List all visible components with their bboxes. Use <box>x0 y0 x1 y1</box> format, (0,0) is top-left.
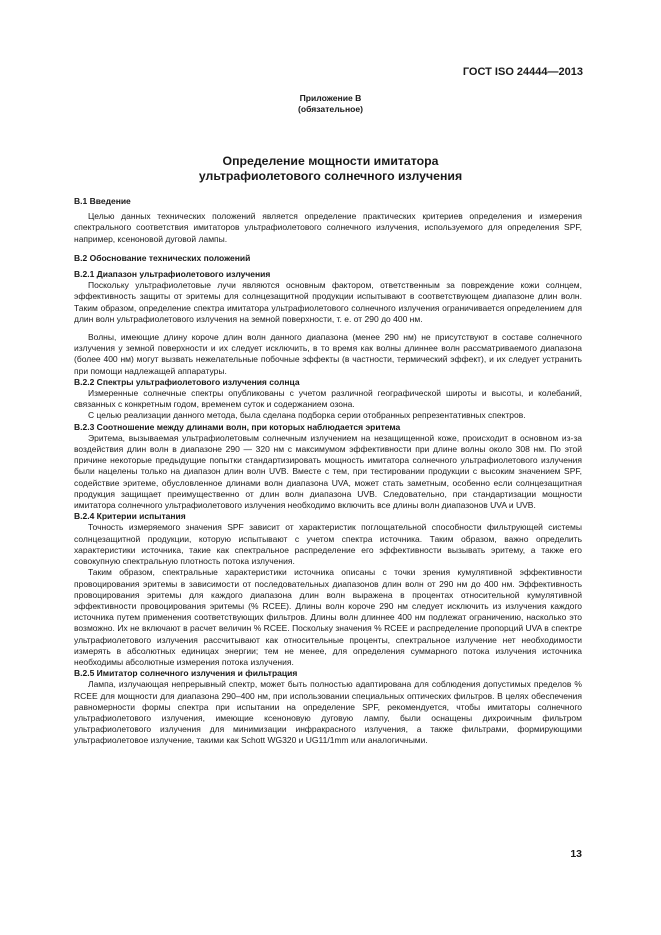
section-heading-b21: В.2.1 Диапазон ультрафиолетового излучения <box>74 269 271 280</box>
paragraph: Измеренные солнечные спектры опубликованы с учетом различной географической широты и высоты, и колебаний, связанных с конкретным годом, временем суток и содержанием озона. <box>74 388 582 410</box>
paragraph: Волны, имеющие длину короче длин волн данного диапазона (менее 290 нм) не присутствуют в составе солнечного излучения у земной поверхности и их следует исключить, в то время как волны длиннее волн рассматриваемого диапазона (более 400 нм) могут вызвать нежелательные побочные эффекты (в частности, термический эффект), и их следует устранить при помощи надлежащей аппаратуры. <box>74 332 582 376</box>
paragraph: Поскольку ультрафиолетовые лучи являются основным фактором, ответственным за повреждение кожи солнцем, эффективность защиты от эритемы для солнцезащитной продукции испытывают в соответствующем диапазоне длин волн. Таким образом, определение спектра имитатора ультрафиолетового солнечного излучения ограничивается определением для длин волн ультрафиолетового излучения на земной поверхности, т. е. от 290 до 400 нм. <box>74 280 582 324</box>
page-title <box>0 154 661 184</box>
title-line-1: Определение мощности имитатора <box>222 154 439 168</box>
section-heading-b2: В.2 Обоснование технических положений <box>74 252 251 263</box>
page-number: 13 <box>570 848 582 860</box>
standard-number: ГОСТ ISO 24444—2013 <box>462 66 583 78</box>
paragraph: Эритема, вызываемая ультрафиолетовым солнечным излучением на незащищенной коже, происходит в основном из-за воздействия длин волн в диапазоне 290 — 320 нм с максимумом эффективности при длине волны около 308 нм. По этой причине некоторые предыдущие попытки стандартизировать мощность имитатора солнечного ультрафиолетового излучения были нацелены только на диапазон длин волн UVB. Вместе с тем, при тестировании продукции с высоким значением SPF, содействие эритеме, обусловленное длинами волн диапазона UVA, может стать заметным, особенно если солнцезащитная продукция защищает преимущественно от длин волн диапазона UVB. Следовательно, при стандартизации мощности имитатора солнечного ультрафиолетового излучения необходимо включить все длины волн диапазонов UVA и UVB. <box>74 432 582 511</box>
section-heading-b23: В.2.3 Соотношение между длинами волн, при которых наблюдается эритема <box>74 421 401 432</box>
section-heading-b1: В.1 Введение <box>74 196 131 206</box>
appendix-status: (обязательное) <box>297 104 364 114</box>
document-body <box>74 196 582 747</box>
title-line-2: ультрафиолетового солнечного излучения <box>198 169 463 183</box>
paragraph: Таким образом, спектральные характеристики источника описаны с точки зрения кумулятивной эффективности провоцирования эритемы в зависимости от последовательных диапазонов длин волн от 290 нм до 400 нм. Эффективность провоцирования эритемы для каждого диапазона длин волн выражена в процентах относительной кумулятивной эффективности провоцирования эритемы (% RCEE). Длины волн короче 290 нм следует исключить из излучения каждого источника путем применения соответствующих фильтров. Длины волн длиннее 400 нм подлежат ограничению, насколько это возможно. Их не включают в расчет величин % RCEE. Поскольку значения % RCEE и распределение пропорций UVA в спектре ультрафиолетового излучения рассчитывают как относительные проценты, спектральное излучение нет необходимости измерять в абсолютных единицах энергии; тем не менее, для определения суммарного потока излучения источника необходимы абсолютные измерения потока излучения. <box>74 567 582 667</box>
section-heading-b25: В.2.5 Имитатор солнечного излучения и фильтрация <box>74 668 298 679</box>
appendix-heading <box>0 93 661 115</box>
section-heading-b22: В.2.2 Спектры ультрафиолетового излучения солнца <box>74 376 300 387</box>
appendix-label: Приложение В <box>299 93 362 103</box>
paragraph: Целью данных технических положений является определение практических критериев определения и измерения спектрального соответствия имитаторов ультрафиолетового солнечного излучения, используемого для определения SPF, например, ксеноновой дуговой лампы. <box>74 211 582 244</box>
paragraph: Лампа, излучающая непрерывный спектр, может быть полностью адаптирована для соблюдения допустимых пределов % RCEE для мощности для диапазона 290–400 нм, при использовании специальных оптических фильтров. В целях обеспечения равномерности формы спектра при испытании на определение SPF, рекомендуется, чтобы имитаторы солнечного ультрафиолетового излучения, имеющие ксеноновую дуговую лампу, были оснащены дихроичным фильтром ультрафиолетового излучения для минимизации инфракрасного излучения, а также фильтрами, формирующими ультрафиолетовое излучение, такими как Schott WG320 и UG11/1mm или аналогичными. <box>74 679 582 746</box>
paragraph: Точность измеряемого значения SPF зависит от характеристик поглощательной способности фильтрующей системы солнцезащитной продукции, которую испытывают с учетом спектра источника. Таким образом, важно определить характеристики источника, такие как спектральное распределение его эффективности вызывать эритему, а также его совокупную спектральную плотность потока излучения. <box>74 522 582 567</box>
section-heading-b24: В.2.4 Критерии испытания <box>74 511 186 522</box>
paragraph: С целью реализации данного метода, была сделана подборка серии отобранных репрезентативных спектров. <box>88 410 526 421</box>
